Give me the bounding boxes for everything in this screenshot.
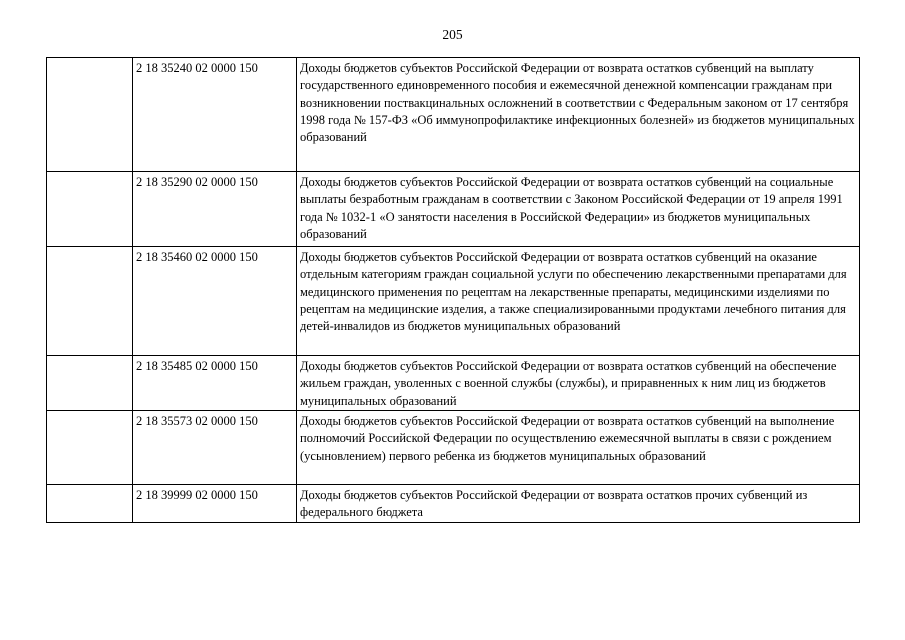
empty-cell (47, 411, 133, 485)
empty-cell (47, 356, 133, 411)
empty-cell (47, 247, 133, 356)
table-row (47, 58, 860, 172)
budget-code-cell: 2 18 39999 02 0000 150 (133, 485, 297, 523)
table-row (47, 356, 860, 411)
revenue-codes-table (46, 57, 860, 523)
empty-cell (47, 485, 133, 523)
description-cell: Доходы бюджетов субъектов Российской Федерации от возврата остатков субвенций на выполнение полномочий Российской Федерации по осуществлению ежемесячной выплаты в связи с рождением (усыновлением) первого ребенка из бюджетов муниципальных образований (297, 411, 860, 485)
empty-cell (47, 172, 133, 247)
budget-code-cell: 2 18 35460 02 0000 150 (133, 247, 297, 356)
description-cell: Доходы бюджетов субъектов Российской Федерации от возврата остатков субвенций на оказание отдельным категориям граждан социальной услуги по обеспечению лекарственными препаратами для медицинского применения по рецептам на лекарственные препараты, медицинскими изделиями по рецептам на медицинские изделия, а также специализированными продуктами лечебного питания для детей-инвалидов из бюджетов муниципальных образований (297, 247, 860, 356)
description-cell: Доходы бюджетов субъектов Российской Федерации от возврата остатков субвенций на выплату государственного единовременного пособия и ежемесячной денежной компенсации гражданам при возникновении поствакцинальных осложнений в соответствии с Федеральным законом от 17 сентября 1998 года № 157-ФЗ «Об иммунопрофилактике инфекционных болезней» из бюджетов муниципальных образований (297, 58, 860, 172)
description-cell: Доходы бюджетов субъектов Российской Федерации от возврата остатков субвенций на социальные выплаты безработным гражданам в соответствии с Законом Российской Федерации от 19 апреля 1991 года № 1032-1 «О занятости населения в Российской Федерации» из бюджетов муниципальных образований (297, 172, 860, 247)
description-cell: Доходы бюджетов субъектов Российской Федерации от возврата остатков прочих субвенций из федерального бюджета (297, 485, 860, 523)
budget-code-cell: 2 18 35485 02 0000 150 (133, 356, 297, 411)
budget-code-cell: 2 18 35240 02 0000 150 (133, 58, 297, 172)
empty-cell (47, 58, 133, 172)
table-row (47, 172, 860, 247)
table-row (47, 247, 860, 356)
budget-code-cell: 2 18 35573 02 0000 150 (133, 411, 297, 485)
table-row (47, 485, 860, 523)
description-cell: Доходы бюджетов субъектов Российской Федерации от возврата остатков субвенций на обеспечение жильем граждан, уволенных с военной службы (службы), и приравненных к ним лиц из бюджетов муниципальных образований (297, 356, 860, 411)
page-number: 205 (442, 27, 463, 42)
table-row (47, 411, 860, 485)
budget-code-cell: 2 18 35290 02 0000 150 (133, 172, 297, 247)
